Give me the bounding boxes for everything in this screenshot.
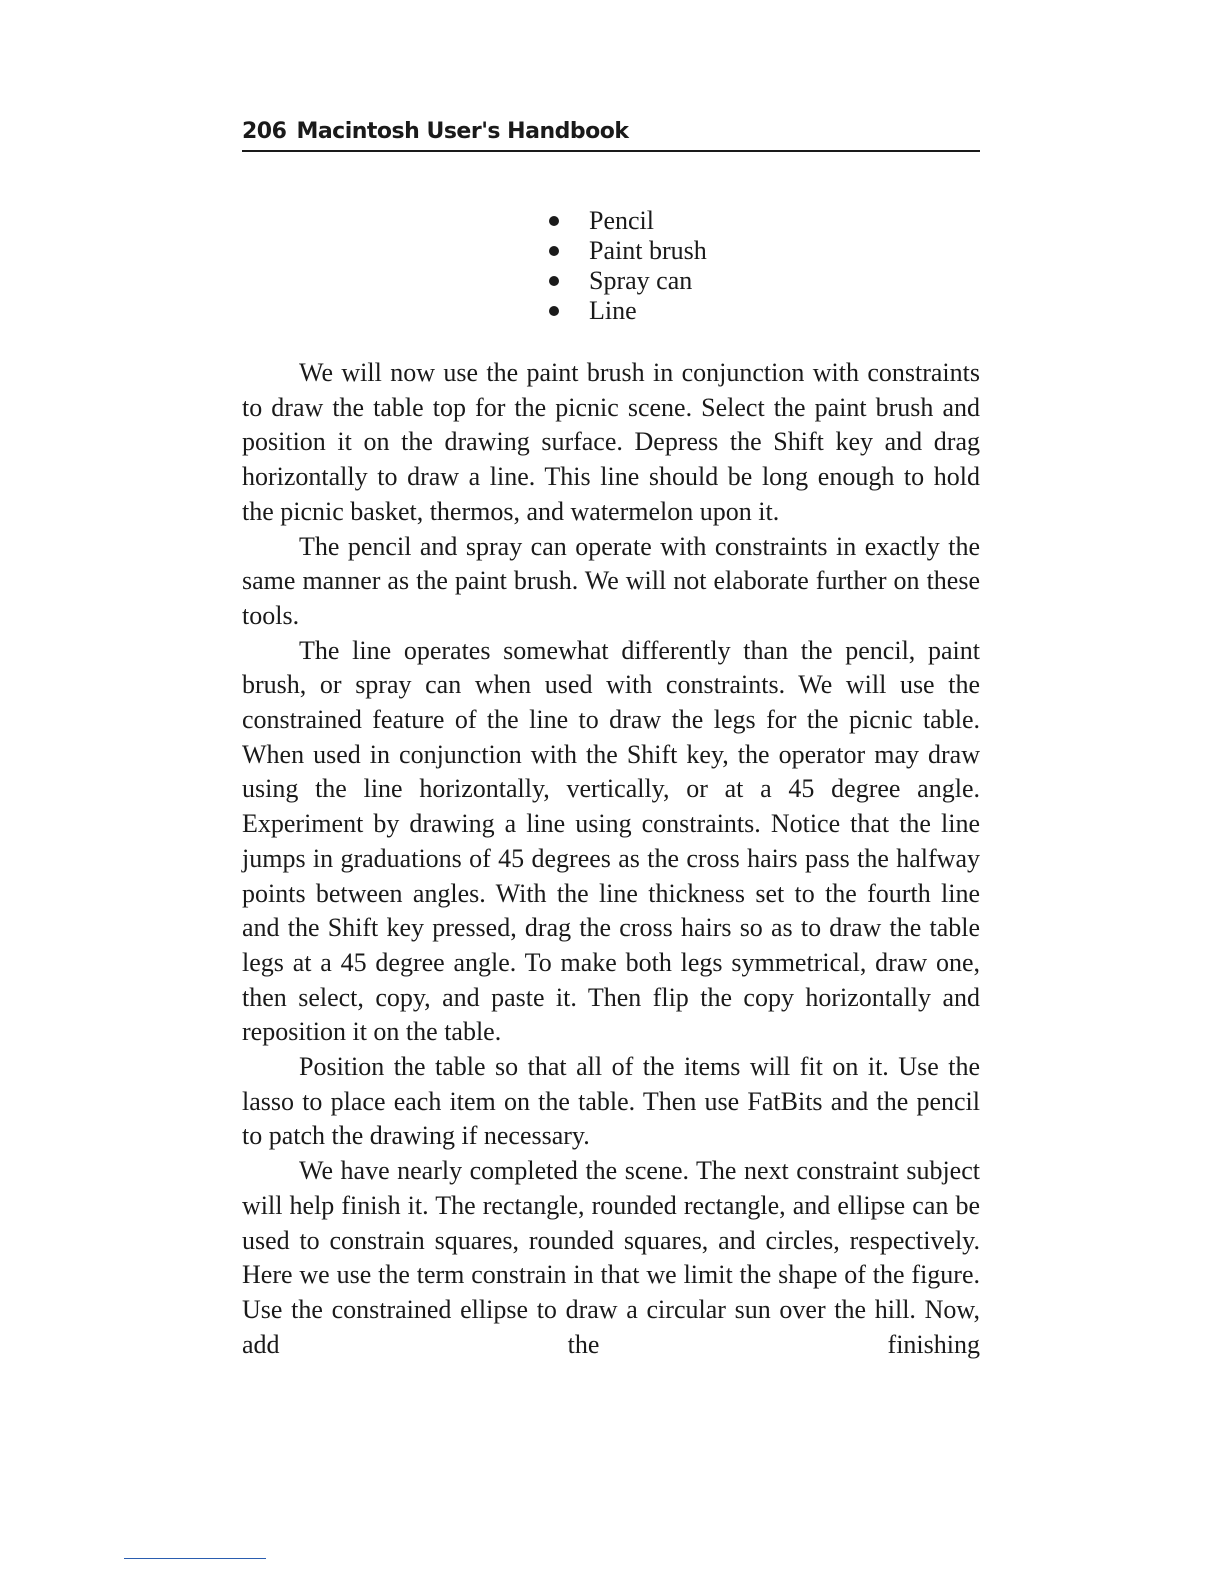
paragraph-constrained-shapes: We have nearly completed the scene. The next constraint subject will help finish it. The rectangle, rounded rectangle, and ellipse can be used to constrain squares, rounded squares, and circles, respectively. Here we use the term constrain in that we limit the shape of the figure. Use the constrained ellipse to draw a circular sun over the hill. Now, add the finishing — [242, 1156, 980, 1359]
list-item — [546, 266, 707, 296]
list-item-label: Paint brush — [589, 236, 707, 265]
paragraph-pencil-spray-can: The pencil and spray can operate with constraints in exactly the same manner as the paint brush. We will not elaborate further on these tools. — [242, 531, 980, 630]
list-item — [546, 296, 707, 326]
list-item-label: Line — [589, 296, 637, 325]
list-item — [546, 236, 707, 266]
bullet-icon — [549, 306, 559, 316]
bullet-icon — [549, 276, 559, 286]
list-item-label: Spray can — [589, 266, 693, 295]
paragraph-line-constraints: The line operates somewhat differently than the pencil, paint brush, or spray can when used with constraints. We will use the constrained feature of the line to draw the legs for the picnic table. When used in conjunction with the Shift key, the operator may draw using the line horizontally, vertically, or at a 45 degree angle. Experiment by drawing a line using constraints. Notice that the line jumps in graduations of 45 degrees as the cross hairs pass the halfway points between angles. With the line thickness set to the fourth line and the Shift key pressed, drag the cross hairs so as to draw the table legs at a 45 degree angle. To make both legs symmetrical, draw one, then select, copy, and paste it. Then flip the copy horizontally and reposition it on the table. — [242, 635, 980, 1047]
running-head — [242, 114, 980, 152]
tool-bullet-list — [546, 206, 707, 326]
book-title: Macintosh User's Handbook — [296, 119, 629, 144]
bullet-icon — [549, 246, 559, 256]
paragraph-paint-brush-table-top: We will now use the paint brush in conjunction with constraints to draw the table top for the picnic scene. Select the paint brush and position it on the drawing surface. Depress the Shift key and drag horizontally to draw a line. This line should be long enough to hold the picnic basket, thermos, and watermelon upon it. — [242, 358, 980, 526]
page-number: 206 — [242, 119, 287, 144]
footnote-rule — [124, 1558, 266, 1559]
list-item — [546, 206, 707, 236]
paragraph-position-table: Position the table so that all of the items will fit on it. Use the lasso to place each item on the table. Then use FatBits and the pencil to patch the drawing if necessary. — [242, 1052, 980, 1151]
bullet-icon — [549, 216, 559, 226]
body-text — [242, 356, 980, 1362]
list-item-label: Pencil — [589, 206, 654, 235]
